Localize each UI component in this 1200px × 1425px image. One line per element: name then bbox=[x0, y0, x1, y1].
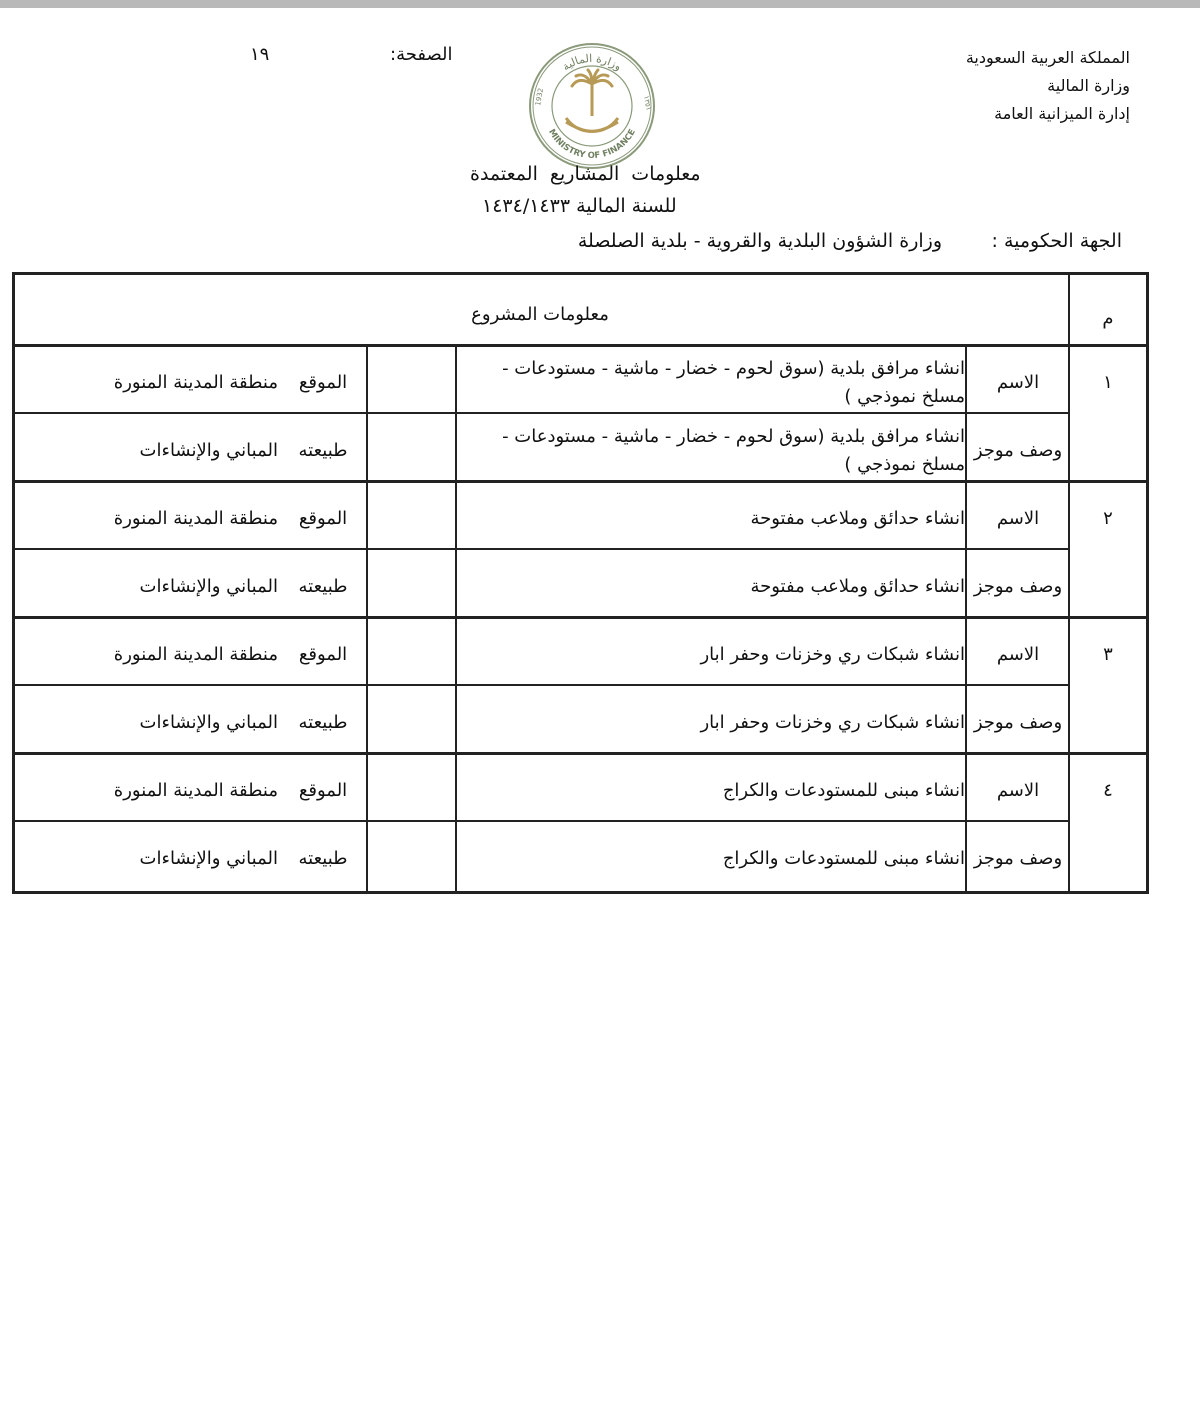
project-location: منطقة المدينة المنورة bbox=[113, 644, 278, 665]
column-header-number: م bbox=[1102, 308, 1114, 329]
table-divider bbox=[15, 752, 1146, 755]
project-nature: المباني والإنشاءات bbox=[139, 848, 278, 869]
document-title: معلومات المشاريع المعتمدة bbox=[470, 163, 701, 185]
fiscal-year-subtitle: للسنة المالية ١٤٣٤/١٤٣٣ bbox=[482, 195, 677, 217]
ministry-name: وزارة المالية bbox=[1047, 76, 1130, 95]
location-label: الموقع bbox=[298, 508, 348, 529]
page-number: ١٩ bbox=[250, 44, 270, 65]
location-label: الموقع bbox=[298, 372, 348, 393]
table-divider bbox=[15, 412, 1068, 414]
project-name: انشاء شبكات ري وخزنات وحفر ابار bbox=[700, 644, 965, 665]
project-location: منطقة المدينة المنورة bbox=[113, 780, 278, 801]
svg-text:1932: 1932 bbox=[534, 87, 546, 107]
svg-text:١٣٥١: ١٣٥١ bbox=[642, 94, 653, 112]
name-label: الاسم bbox=[996, 780, 1040, 801]
name-label: الاسم bbox=[996, 372, 1040, 393]
kingdom-name: المملكة العربية السعودية bbox=[965, 48, 1130, 67]
project-description: انشاء مبنى للمستودعات والكراج bbox=[722, 848, 965, 869]
ministry-seal-logo bbox=[526, 40, 658, 172]
project-location: منطقة المدينة المنورة bbox=[113, 372, 278, 393]
svg-text:وزارة المالية: وزارة المالية bbox=[559, 51, 625, 74]
description-label: وصف موجز bbox=[973, 576, 1063, 597]
name-label: الاسم bbox=[996, 508, 1040, 529]
project-nature: المباني والإنشاءات bbox=[139, 440, 278, 461]
table-divider bbox=[15, 684, 1068, 686]
description-label: وصف موجز bbox=[973, 440, 1063, 461]
project-nature: المباني والإنشاءات bbox=[139, 576, 278, 597]
nature-label: طبيعته bbox=[298, 440, 348, 461]
table-divider bbox=[15, 480, 1146, 483]
svg-text:MINISTRY OF FINANCE: MINISTRY OF FINANCE bbox=[546, 127, 638, 162]
issuer-block bbox=[966, 44, 1130, 128]
nature-label: طبيعته bbox=[298, 712, 348, 733]
nature-label: طبيعته bbox=[298, 848, 348, 869]
project-description: انشاء شبكات ري وخزنات وحفر ابار bbox=[700, 712, 965, 733]
department-name: إدارة الميزانية العامة bbox=[994, 104, 1130, 123]
column-header-project-info: معلومات المشروع bbox=[471, 304, 609, 325]
agency-value: وزارة الشؤون البلدية والقروية - بلدية الصلصلة bbox=[577, 230, 942, 252]
row-number: ٤ bbox=[1103, 780, 1113, 801]
table-divider bbox=[15, 344, 1146, 347]
row-number: ١ bbox=[1103, 372, 1113, 393]
name-label: الاسم bbox=[996, 644, 1040, 665]
project-description: انشاء حدائق وملاعب مفتوحة bbox=[750, 576, 965, 597]
row-number: ٢ bbox=[1103, 508, 1113, 529]
description-label: وصف موجز bbox=[973, 712, 1063, 733]
nature-label: طبيعته bbox=[298, 576, 348, 597]
project-description: انشاء مرافق بلدية (سوق لحوم - خضار - ماشية - مستودعات - مسلخ نموذجي ) bbox=[502, 426, 965, 475]
project-nature: المباني والإنشاءات bbox=[139, 712, 278, 733]
project-name: انشاء مرافق بلدية (سوق لحوم - خضار - ماشية - مستودعات - مسلخ نموذجي ) bbox=[502, 358, 965, 407]
table-divider bbox=[15, 548, 1068, 550]
location-label: الموقع bbox=[298, 644, 348, 665]
table-divider bbox=[15, 616, 1146, 619]
agency-label: الجهة الحكومية : bbox=[991, 230, 1122, 252]
table-divider bbox=[15, 820, 1068, 822]
projects-table bbox=[12, 272, 1149, 894]
location-label: الموقع bbox=[298, 780, 348, 801]
page-label: الصفحة: bbox=[390, 44, 453, 65]
top-border-bar bbox=[0, 0, 1200, 8]
project-name: انشاء مبنى للمستودعات والكراج bbox=[722, 780, 965, 801]
row-number: ٣ bbox=[1103, 644, 1113, 665]
project-name: انشاء حدائق وملاعب مفتوحة bbox=[750, 508, 965, 529]
description-label: وصف موجز bbox=[973, 848, 1063, 869]
project-location: منطقة المدينة المنورة bbox=[113, 508, 278, 529]
